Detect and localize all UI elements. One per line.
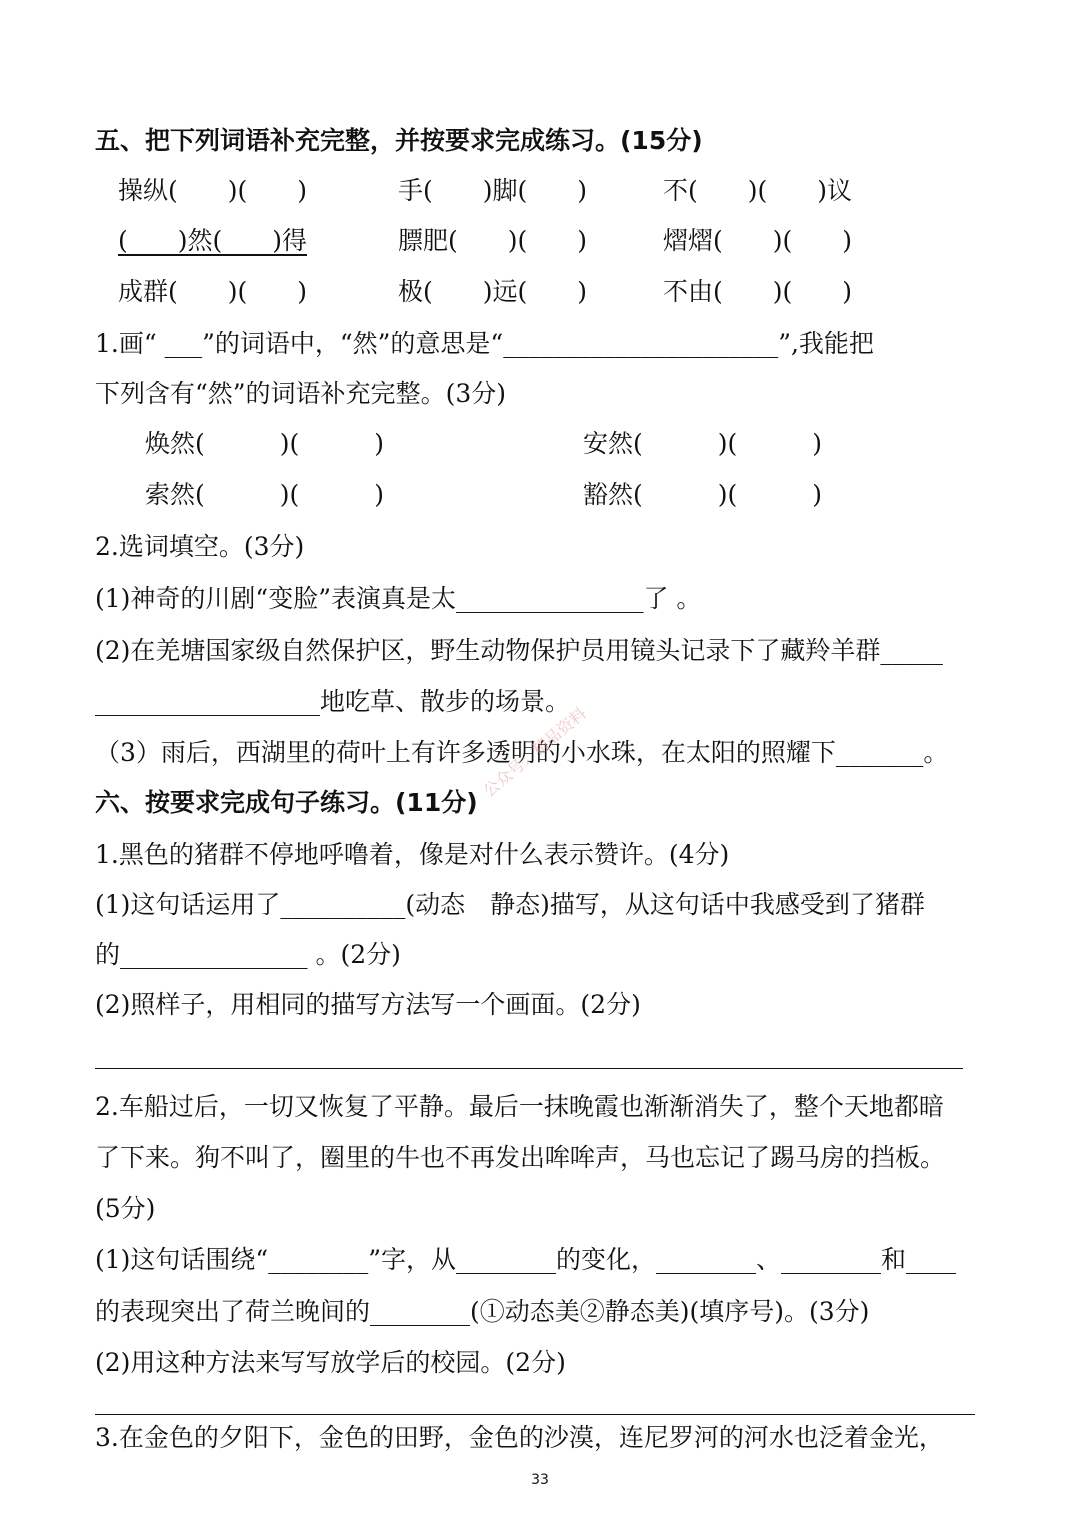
- q2-1: (1)神奇的川剧“变脸”表演真是太_______________了 。: [95, 584, 702, 613]
- word-blank-1: 操纵( )( ): [118, 176, 308, 205]
- s6-q2-1a: (1)这句话围绕“________”字，从________的变化，________、________和____: [95, 1245, 956, 1274]
- page-number: 33: [531, 1472, 549, 1488]
- ran-word-1: 焕然( )( ): [145, 429, 385, 458]
- s6-q1: 1.黑色的猪群不停地呼噜着，像是对什么表示赞许。(4分): [95, 840, 730, 869]
- ran-word-4: 豁然( )( ): [583, 480, 823, 509]
- word-blank-7: 成群( )( ): [118, 277, 308, 306]
- section5-title: 五、把下列词语补充完整，并按要求完成练习。(15分): [95, 126, 703, 155]
- watermark: 公众号：精品资料: [479, 703, 590, 801]
- q2-2b: __________________地吃草、散步的场景。: [95, 687, 571, 716]
- ran-word-2: 安然( )( ): [583, 429, 823, 458]
- s6-q2a: 2.车船过后，一切又恢复了平静。最后一抹晚霞也渐渐消失了，整个天地都暗: [95, 1092, 944, 1121]
- answer-line-1: [95, 1068, 963, 1069]
- s6-q1-1a: (1)这句话运用了__________(动态 静态)描写，从这句话中我感受到了猪群: [95, 890, 925, 919]
- section6-title: 六、按要求完成句子练习。(11分): [95, 788, 478, 817]
- word-blank-9: 不由( )( ): [663, 277, 853, 306]
- q2-title: 2.选词填空。(3分): [95, 532, 305, 561]
- s6-q3: 3.在金色的夕阳下，金色的田野，金色的沙漠，连尼罗河的河水也泛着金光，: [95, 1423, 944, 1452]
- word-blank-3: 不( )( )议: [663, 176, 853, 205]
- word-blank-4-underlined: ( )然( )得: [118, 226, 308, 255]
- s6-q1-2: (2)照样子，用相同的描写方法写一个画面。(2分): [95, 990, 641, 1019]
- s6-q2b: 了下来。狗不叫了，圈里的牛也不再发出哞哞声，马也忘记了踢马房的挡板。: [95, 1143, 946, 1172]
- word-blank-6: 熠熠( )( ): [663, 226, 853, 255]
- word-blank-5: 膘肥( )( ): [398, 226, 588, 255]
- ran-word-3: 索然( )( ): [145, 480, 385, 509]
- q1-line1: 1.画“ ___”的词语中，“然”的意思是“______________________”,我能把: [95, 329, 874, 358]
- answer-line-2: [95, 1414, 975, 1415]
- s6-q2c: (5分): [95, 1194, 156, 1223]
- s6-q2-2: (2)用这种方法来写写放学后的校园。(2分): [95, 1348, 566, 1377]
- q2-3: （3）雨后，西湖里的荷叶上有许多透明的小水珠，在太阳的照耀下_______。: [95, 738, 949, 767]
- word-blank-2: 手( )脚( ): [398, 176, 588, 205]
- s6-q1-1b: 的_______________ 。(2分): [95, 940, 401, 969]
- word-blank-8: 极( )远( ): [398, 277, 588, 306]
- q1-line2: 下列含有“然”的词语补充完整。(3分): [95, 379, 506, 408]
- s6-q2-1b: 的表现突出了荷兰晚间的________(①动态美②静态美)(填序号)。(3分): [95, 1297, 870, 1326]
- q2-2a: (2)在羌塘国家级自然保护区，野生动物保护员用镜头记录下了藏羚羊群_____: [95, 636, 943, 665]
